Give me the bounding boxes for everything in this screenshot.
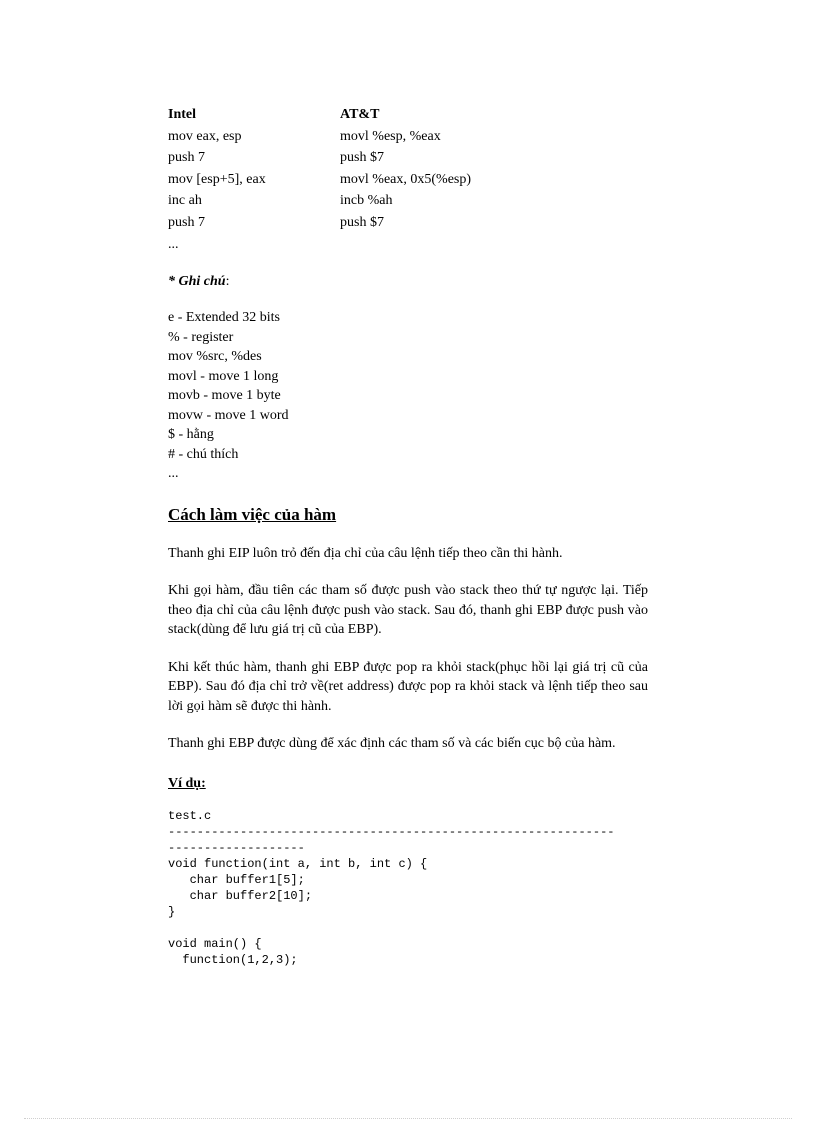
att-instruction: push $7 xyxy=(340,150,384,166)
paragraph: Khi gọi hàm, đầu tiên các tham số được push vào stack theo thứ tự ngược lại. Tiếp theo địa chỉ của câu lệnh được push vào stack. Sau đó, thanh ghi EBP được push vào stack(dùng để lưu giá trị cũ của EBP). xyxy=(168,583,648,638)
code-listing: test.c -------------------------------------------------------------- ------------------- void function(int a, int b, int c) { char buffer1[5]; char buffer2[10]; } void main() { function(1,2,3); xyxy=(168,808,615,967)
note-item: % - register xyxy=(168,329,234,345)
intel-column-header: Intel xyxy=(168,107,196,122)
att-instruction: movl %eax, 0x5(%esp) xyxy=(340,171,472,187)
document-page xyxy=(168,104,648,968)
note-item: ... xyxy=(168,466,179,482)
syntax-table-ellipsis: ... xyxy=(168,236,179,252)
intel-instruction: mov [esp+5], eax xyxy=(168,171,266,187)
paragraph: Thanh ghi EBP được dùng để xác định các tham số và các biến cục bộ của hàm. xyxy=(168,736,616,752)
att-instruction: push $7 xyxy=(340,214,384,230)
example-label: Ví dụ: xyxy=(168,775,206,791)
paragraph: Thanh ghi EIP luôn trỏ đến địa chỉ của câu lệnh tiếp theo cần thi hành. xyxy=(168,545,563,561)
notes-title-colon: : xyxy=(225,274,230,290)
syntax-table-row xyxy=(168,126,648,148)
note-item: $ - hằng xyxy=(168,427,214,443)
note-item: movb - move 1 byte xyxy=(168,388,281,404)
syntax-table-row xyxy=(168,147,648,169)
syntax-table-row xyxy=(168,190,648,212)
section-heading: Cách làm việc của hàm xyxy=(168,504,337,524)
notes-list xyxy=(168,308,648,484)
syntax-table xyxy=(168,104,648,255)
att-column-header: AT&T xyxy=(340,107,380,122)
note-item: # - chú thích xyxy=(168,446,239,462)
intel-instruction: inc ah xyxy=(168,193,202,209)
note-item: e - Extended 32 bits xyxy=(168,310,280,326)
page-bottom-divider xyxy=(24,1118,792,1119)
paragraph: Khi kết thúc hàm, thanh ghi EBP được pop ra khỏi stack(phục hồi lại giá trị cũ của EBP). Sau đó địa chỉ trở về(ret address) được pop ra khỏi stack và lệnh tiếp theo sau lời gọi hàm sẽ được thi hành. xyxy=(168,659,648,714)
att-instruction: incb %ah xyxy=(340,193,393,209)
att-instruction: movl %esp, %eax xyxy=(340,128,441,144)
notes-title xyxy=(168,271,648,292)
syntax-table-row xyxy=(168,169,648,191)
syntax-table-header xyxy=(168,104,648,126)
note-item: mov %src, %des xyxy=(168,349,262,365)
intel-instruction: push 7 xyxy=(168,214,205,230)
notes-title-text: * Ghi chú xyxy=(168,274,226,290)
intel-instruction: mov eax, esp xyxy=(168,128,242,144)
intel-instruction: push 7 xyxy=(168,150,205,166)
note-item: movw - move 1 word xyxy=(168,407,289,423)
note-item: movl - move 1 long xyxy=(168,368,279,384)
syntax-table-row xyxy=(168,212,648,234)
